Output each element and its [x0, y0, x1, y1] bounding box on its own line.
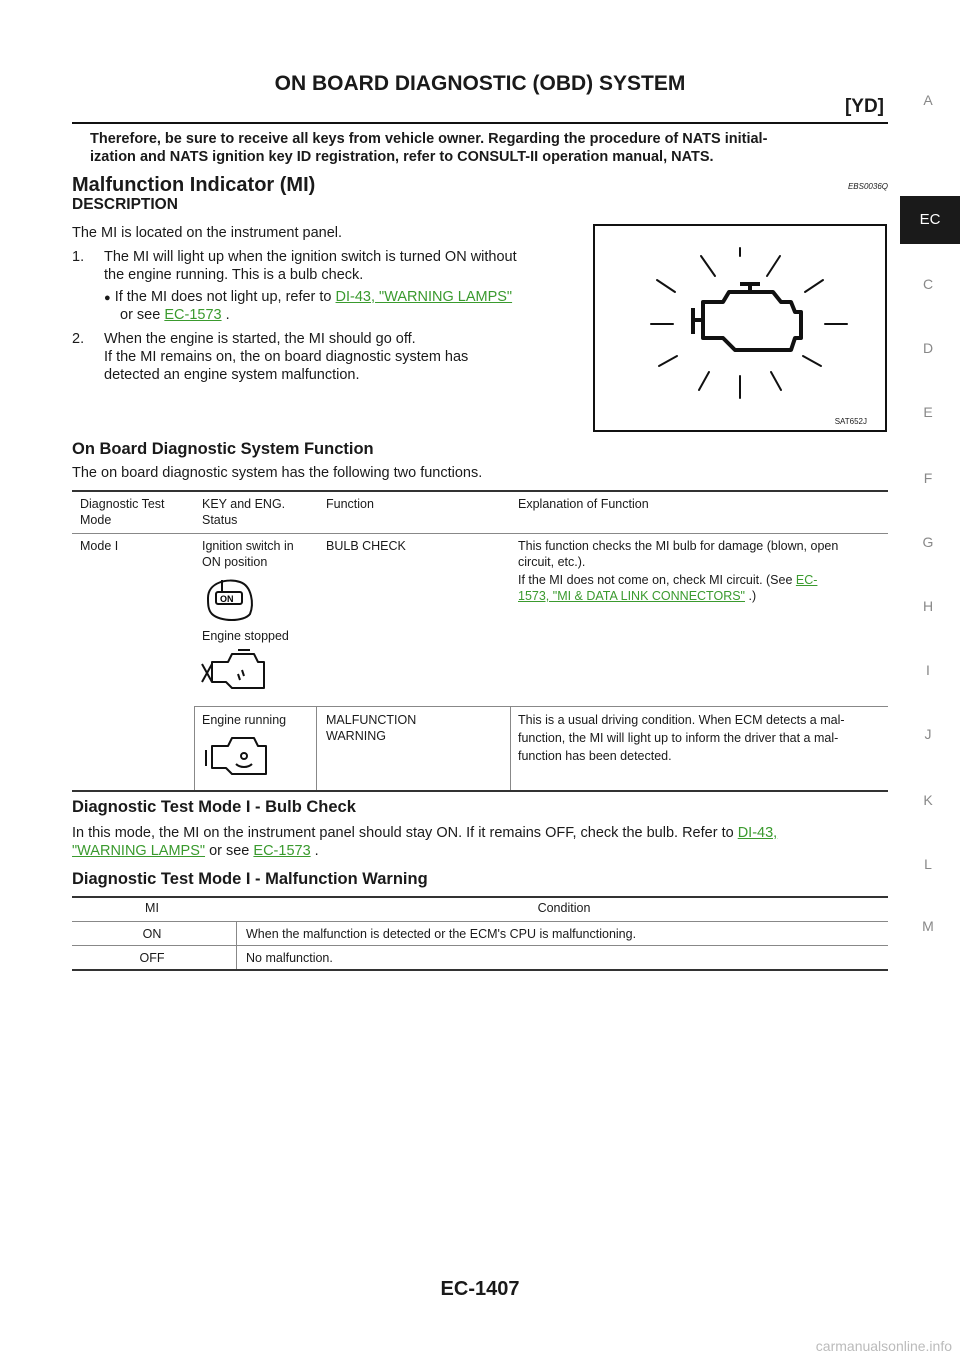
row2-exp-line-1: This is a usual driving condition. When ECM detects a mal- [518, 713, 845, 727]
side-tab-c[interactable]: C [922, 276, 934, 292]
bulb-check-title: Diagnostic Test Mode I - Bulb Check [72, 798, 356, 816]
mi-section-title: Malfunction Indicator (MI) [72, 174, 316, 196]
description-heading: DESCRIPTION [72, 196, 178, 213]
side-tab-l[interactable]: L [924, 856, 932, 872]
side-tab-g[interactable]: G [922, 534, 934, 550]
link-warning-lamps[interactable]: "WARNING LAMPS" [72, 843, 206, 859]
mw-header-mi: MI [145, 901, 159, 915]
obd-function-title: On Board Diagnostic System Function [72, 440, 374, 458]
mi-section-code: EBS0036Q [847, 182, 888, 191]
item-1-line-1: The MI will light up when the ignition switch is turned ON without [104, 249, 517, 265]
link-ec-1573-bulb[interactable]: EC-1573 [253, 843, 311, 859]
side-tab-k[interactable]: K [923, 792, 933, 808]
bullet-or-text: or see [120, 307, 165, 323]
row1-status-line-1: Ignition switch in [202, 539, 294, 553]
table-vline [510, 706, 511, 790]
mw-row2-mi: OFF [139, 951, 165, 965]
side-tab-i[interactable]: I [926, 662, 930, 678]
bullet-icon: ● [104, 292, 111, 304]
mw-header-line [72, 921, 888, 922]
col-header-status: KEY and ENG. Status [202, 497, 286, 527]
item-1-number: 1. [72, 249, 85, 265]
mw-table-top-rule [72, 896, 888, 898]
figure-label: SAT652J [834, 417, 867, 426]
col-header-function: Function [326, 497, 374, 511]
intro-line-2: ization and NATS ignition key ID registration, refer to CONSULT-II operation manual, NATS. [90, 149, 714, 165]
row1-exp-line-2: circuit, etc.). [518, 555, 586, 569]
row2-function-line-2: WARNING [326, 729, 386, 743]
link-mi-data-link-connectors[interactable]: 1573, "MI & DATA LINK CONNECTORS" [518, 589, 745, 603]
row1-status-line-2: ON position [202, 555, 268, 569]
bullet-line-2 [120, 306, 230, 324]
mi-lamp-figure [593, 224, 887, 432]
row2-exp-line-3: function has been detected. [518, 749, 672, 763]
item-2-line-2: If the MI remains on, the on board diagnostic system has [104, 349, 469, 365]
mw-row-line [72, 945, 888, 946]
table-vline [316, 706, 317, 790]
engine-code: [YD] [844, 96, 884, 117]
item-2-line-1: When the engine is started, the MI should go off. [104, 331, 416, 347]
ignition-key-on-icon [200, 574, 260, 624]
side-tab-m[interactable]: M [922, 918, 934, 934]
side-tab-e[interactable]: E [923, 404, 933, 420]
mw-row2-condition: No malfunction. [246, 951, 333, 965]
row2-exp-line-2: function, the MI will light up to inform the driver that a mal- [518, 731, 839, 745]
page-number: EC-1407 [440, 1278, 520, 1300]
link-di-43-bulb[interactable]: DI-43, [737, 825, 778, 841]
bullet-line-1 [104, 288, 512, 307]
check-engine-icon [595, 226, 885, 430]
side-tab-f[interactable]: F [923, 470, 933, 486]
link-ec-1573[interactable]: EC-1573 [164, 307, 222, 323]
link-di-43[interactable]: DI-43, "WARNING LAMPS" [335, 289, 513, 305]
side-tab-h[interactable]: H [922, 598, 934, 614]
page-title: ON BOARD DIAGNOSTIC (OBD) SYSTEM [274, 72, 686, 95]
bulb-check-line-1: In this mode, the MI on the instrument panel should stay ON. If it remains OFF, check the bulb. Refer to DI-43, [72, 825, 778, 841]
item-2-number: 2. [72, 331, 85, 347]
row2-function-line-1: MALFUNCTION [326, 713, 417, 727]
row2-status: Engine running [202, 713, 287, 727]
row1-mode: Mode I [80, 539, 119, 553]
item-2-line-3: detected an engine system malfunction. [104, 367, 360, 383]
mw-header-condition: Condition [537, 901, 591, 915]
side-tab-d[interactable]: D [922, 340, 934, 356]
side-tab-ec-active[interactable]: EC [900, 196, 960, 244]
mi-location-text: The MI is located on the instrument panel. [72, 225, 343, 241]
row1-function: BULB CHECK [326, 539, 406, 553]
bullet-end: . [225, 307, 230, 323]
col-header-explanation: Explanation of Function [518, 497, 649, 511]
link-ec-1573-mi[interactable]: EC- [795, 573, 818, 587]
row-separator [194, 706, 888, 707]
row1-status-line-3: Engine stopped [202, 629, 289, 643]
mw-vline [236, 922, 237, 970]
header-rule [72, 122, 888, 124]
item-1-line-2: the engine running. This is a bulb check. [104, 267, 364, 283]
mw-table-bottom-rule [72, 969, 888, 971]
bullet-text: If the MI does not light up, refer to [114, 289, 336, 305]
mw-row1-mi: ON [142, 927, 162, 941]
side-tab-j[interactable]: J [924, 726, 932, 742]
mw-row1-condition: When the malfunction is detected or the ECM's CPU is malfunctioning. [246, 927, 637, 941]
engine-running-icon [200, 732, 270, 782]
svg-text:ON: ON [220, 594, 234, 604]
table-top-rule [72, 490, 888, 492]
intro-line-1: Therefore, be sure to receive all keys from vehicle owner. Regarding the procedure of NATS initial- [90, 131, 768, 147]
side-tab-a[interactable]: A [923, 92, 933, 108]
watermark: carmanualsonline.info [815, 1338, 952, 1354]
engine-stopped-icon [198, 646, 270, 698]
bulb-check-line-2: "WARNING LAMPS" or see EC-1573 . [72, 843, 319, 859]
table-vline [194, 706, 195, 790]
table-bottom-rule [72, 790, 888, 792]
col-header-mode: Diagnostic Test Mode [80, 497, 165, 527]
row1-exp-line-4: 1573, "MI & DATA LINK CONNECTORS" .) [518, 589, 757, 603]
table-header-line [72, 533, 888, 534]
obd-function-intro: The on board diagnostic system has the following two functions. [72, 465, 483, 481]
malfunction-warning-title: Diagnostic Test Mode I - Malfunction Warning [72, 870, 428, 888]
row1-exp-line-1: This function checks the MI bulb for damage (blown, open [518, 539, 839, 553]
row1-exp-line-3: If the MI does not come on, check MI circuit. (See EC- [518, 573, 818, 587]
